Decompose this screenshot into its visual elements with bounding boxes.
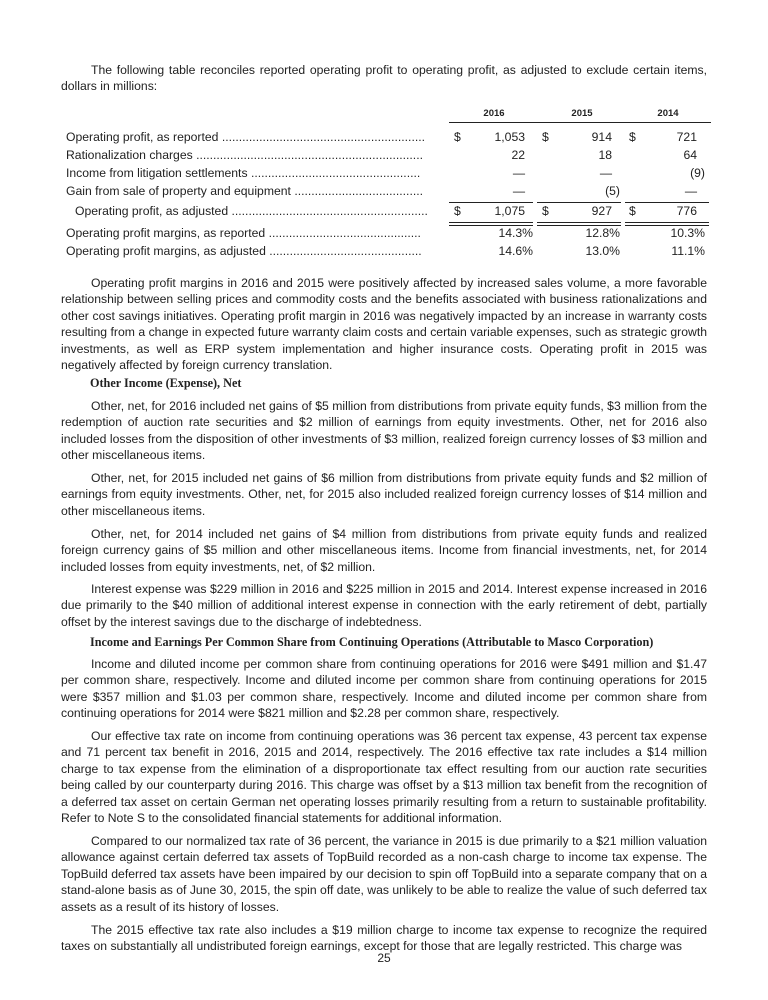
subtotal-rule <box>449 202 533 203</box>
dollar-sign: $ <box>629 130 636 144</box>
cell-2014: 721 <box>676 130 697 144</box>
paragraph-other-net-2014: Other, net, for 2014 included net gains of $4 million from distributions from private equity funds and realized foreign currency gains of $5 million and other miscellaneous items. Income from financial investments, net, for 2014 included losses from equity investments, net, of $2 million. <box>61 527 707 574</box>
cell-2015: — <box>599 166 612 180</box>
dollar-sign: $ <box>542 204 549 218</box>
section-heading-other-income: Other Income (Expense), Net <box>90 376 242 390</box>
cell-2014: 10.3% <box>670 226 705 240</box>
cell-2016: 14.3% <box>498 226 533 240</box>
subtotal-rule <box>537 202 621 203</box>
paragraph-2015-tax-charge: The 2015 effective tax rate also includes a $19 million charge to income tax expense to recognize the required taxes on substantially all undistributed foreign earnings, except for those that are legally restricted. This charge was <box>61 923 707 954</box>
page-number: 25 <box>377 951 391 965</box>
dollar-sign: $ <box>454 204 461 218</box>
cell-2015: 927 <box>591 204 612 218</box>
paragraph-effective-tax-rate: Our effective tax rate on income from continuing operations was 36 percent tax expense, 43 percent tax expense and 71 percent tax benefit in 2016, 2015 and 2014, respectively. The 2016 effective tax rate includes a $14 million charge to tax expense from the elimination of a disproportionate tax effect resulting from our auction rate securities being called by our counterparty during 2016. This charge was offset by a $13 million tax benefit from the recognition of a deferred tax asset on certain German net operating losses primarily resulting from a return to sustainable profitability. Refer to Note S to the consolidated financial statements for additional information. <box>61 729 707 826</box>
table-row <box>61 244 711 262</box>
cell-2016: — <box>512 184 525 198</box>
cell-2014: 64 <box>683 148 697 162</box>
column-header-2015: 2015 <box>537 108 627 123</box>
dollar-sign: $ <box>542 130 549 144</box>
cell-2015: 914 <box>591 130 612 144</box>
table-row <box>61 166 711 184</box>
cell-2014: — <box>684 184 697 198</box>
row-label: Operating profit, as adjusted .......................................................... <box>75 204 428 218</box>
intro-paragraph: The following table reconciles reported operating profit to operating profit, as adjusted to exclude certain items, dollars in millions: <box>61 63 707 94</box>
paragraph-other-net-2016: Other, net, for 2016 included net gains of $5 million from distributions from private equity funds, $3 million from the redemption of auction rate securities and $2 million of earnings from equity investments. Other, net for 2016 also included losses from the disposition of other investments of $3 million, realized foreign currency losses of $3 million and other miscellaneous items. <box>61 399 707 463</box>
paragraph-normalized-tax-rate: Compared to our normalized tax rate of 36 percent, the variance in 2015 is due primarily to a $21 million valuation allowance against certain deferred tax assets of TopBuild recorded as a non-cash charge to income tax expense. The TopBuild deferred tax assets have been impaired by our decision to spin off TopBuild into a separate company that on a stand-alone basis as of June 30, 2015, the spin off date, was unlikely to be able to realize the value of such deferred tax assets as a result of its history of losses. <box>61 834 707 914</box>
table-row <box>61 226 711 244</box>
cell-2016: — <box>512 166 525 180</box>
dollar-sign: $ <box>454 130 461 144</box>
cell-2015: 18 <box>598 148 612 162</box>
cell-2016: 22 <box>511 148 525 162</box>
row-label: Operating profit margins, as reported ............................................. <box>66 226 421 240</box>
cell-2016: 1,075 <box>494 204 525 218</box>
table-row <box>61 130 711 148</box>
cell-2015: 12.8% <box>585 226 620 240</box>
paragraph-income-eps: Income and diluted income per common share from continuing operations for 2016 were $491 million and $1.47 per common share, respectively. Income and diluted income per common share from continuing operations for 2015 were $357 million and $1.03 per common share, respectively. Income and diluted income per common share from continuing operations for 2014 were $821 million and $2.28 per common share, respectively. <box>61 657 707 721</box>
cell-2014: (9) <box>690 166 705 180</box>
cell-2016: 14.6% <box>498 244 533 258</box>
paragraph-operating-margins: Operating profit margins in 2016 and 2015 were positively affected by increased sales volume, a more favorable relationship between selling prices and commodity costs and the benefits associated with business rationalizations and other cost savings initiatives. Operating profit margin in 2016 was negatively impacted by an increase in warranty costs resulting from a change in expected future warranty claim costs and certain variable expenses, such as strategic growth investments, as well as ERP system implementation and higher insurance costs. Operating profit in 2015 was negatively affected by foreign currency translation. <box>61 276 707 373</box>
row-label: Gain from sale of property and equipment ...................................... <box>66 184 423 198</box>
cell-2014: 776 <box>676 204 697 218</box>
row-label: Rationalization charges ................................................................... <box>66 148 423 162</box>
row-label: Operating profit margins, as adjusted ............................................. <box>66 244 422 258</box>
cell-2015: (5) <box>605 184 620 198</box>
table-row <box>61 148 711 166</box>
column-header-2014: 2014 <box>625 108 711 123</box>
paragraph-interest-expense: Interest expense was $229 million in 2016 and $225 million in 2015 and 2014. Interest expense increased in 2016 due primarily to the $40 million of additional interest expense in connection with the early retirement of debt, partially offset by the interest savings due to the discharge of indebtedness. <box>61 582 707 629</box>
dollar-sign: $ <box>629 204 636 218</box>
table-row <box>61 204 711 222</box>
section-heading-income-eps: Income and Earnings Per Common Share from Continuing Operations (Attributable to Masco Corporation) <box>90 635 654 649</box>
subtotal-rule <box>625 202 709 203</box>
cell-2015: 13.0% <box>585 244 620 258</box>
cell-2014: 11.1% <box>671 244 705 258</box>
row-label: Operating profit, as reported ............................................................ <box>66 130 425 144</box>
row-label: Income from litigation settlements .................................................. <box>66 166 421 180</box>
cell-2016: 1,053 <box>494 130 525 144</box>
paragraph-other-net-2015: Other, net, for 2015 included net gains of $6 million from distributions from private equity funds and $2 million of earnings from equity investments. Other, net, for 2015 also included realized foreign currency losses of $14 million and other miscellaneous items. <box>61 471 707 518</box>
table-row <box>61 184 711 202</box>
column-header-2016: 2016 <box>449 108 539 123</box>
